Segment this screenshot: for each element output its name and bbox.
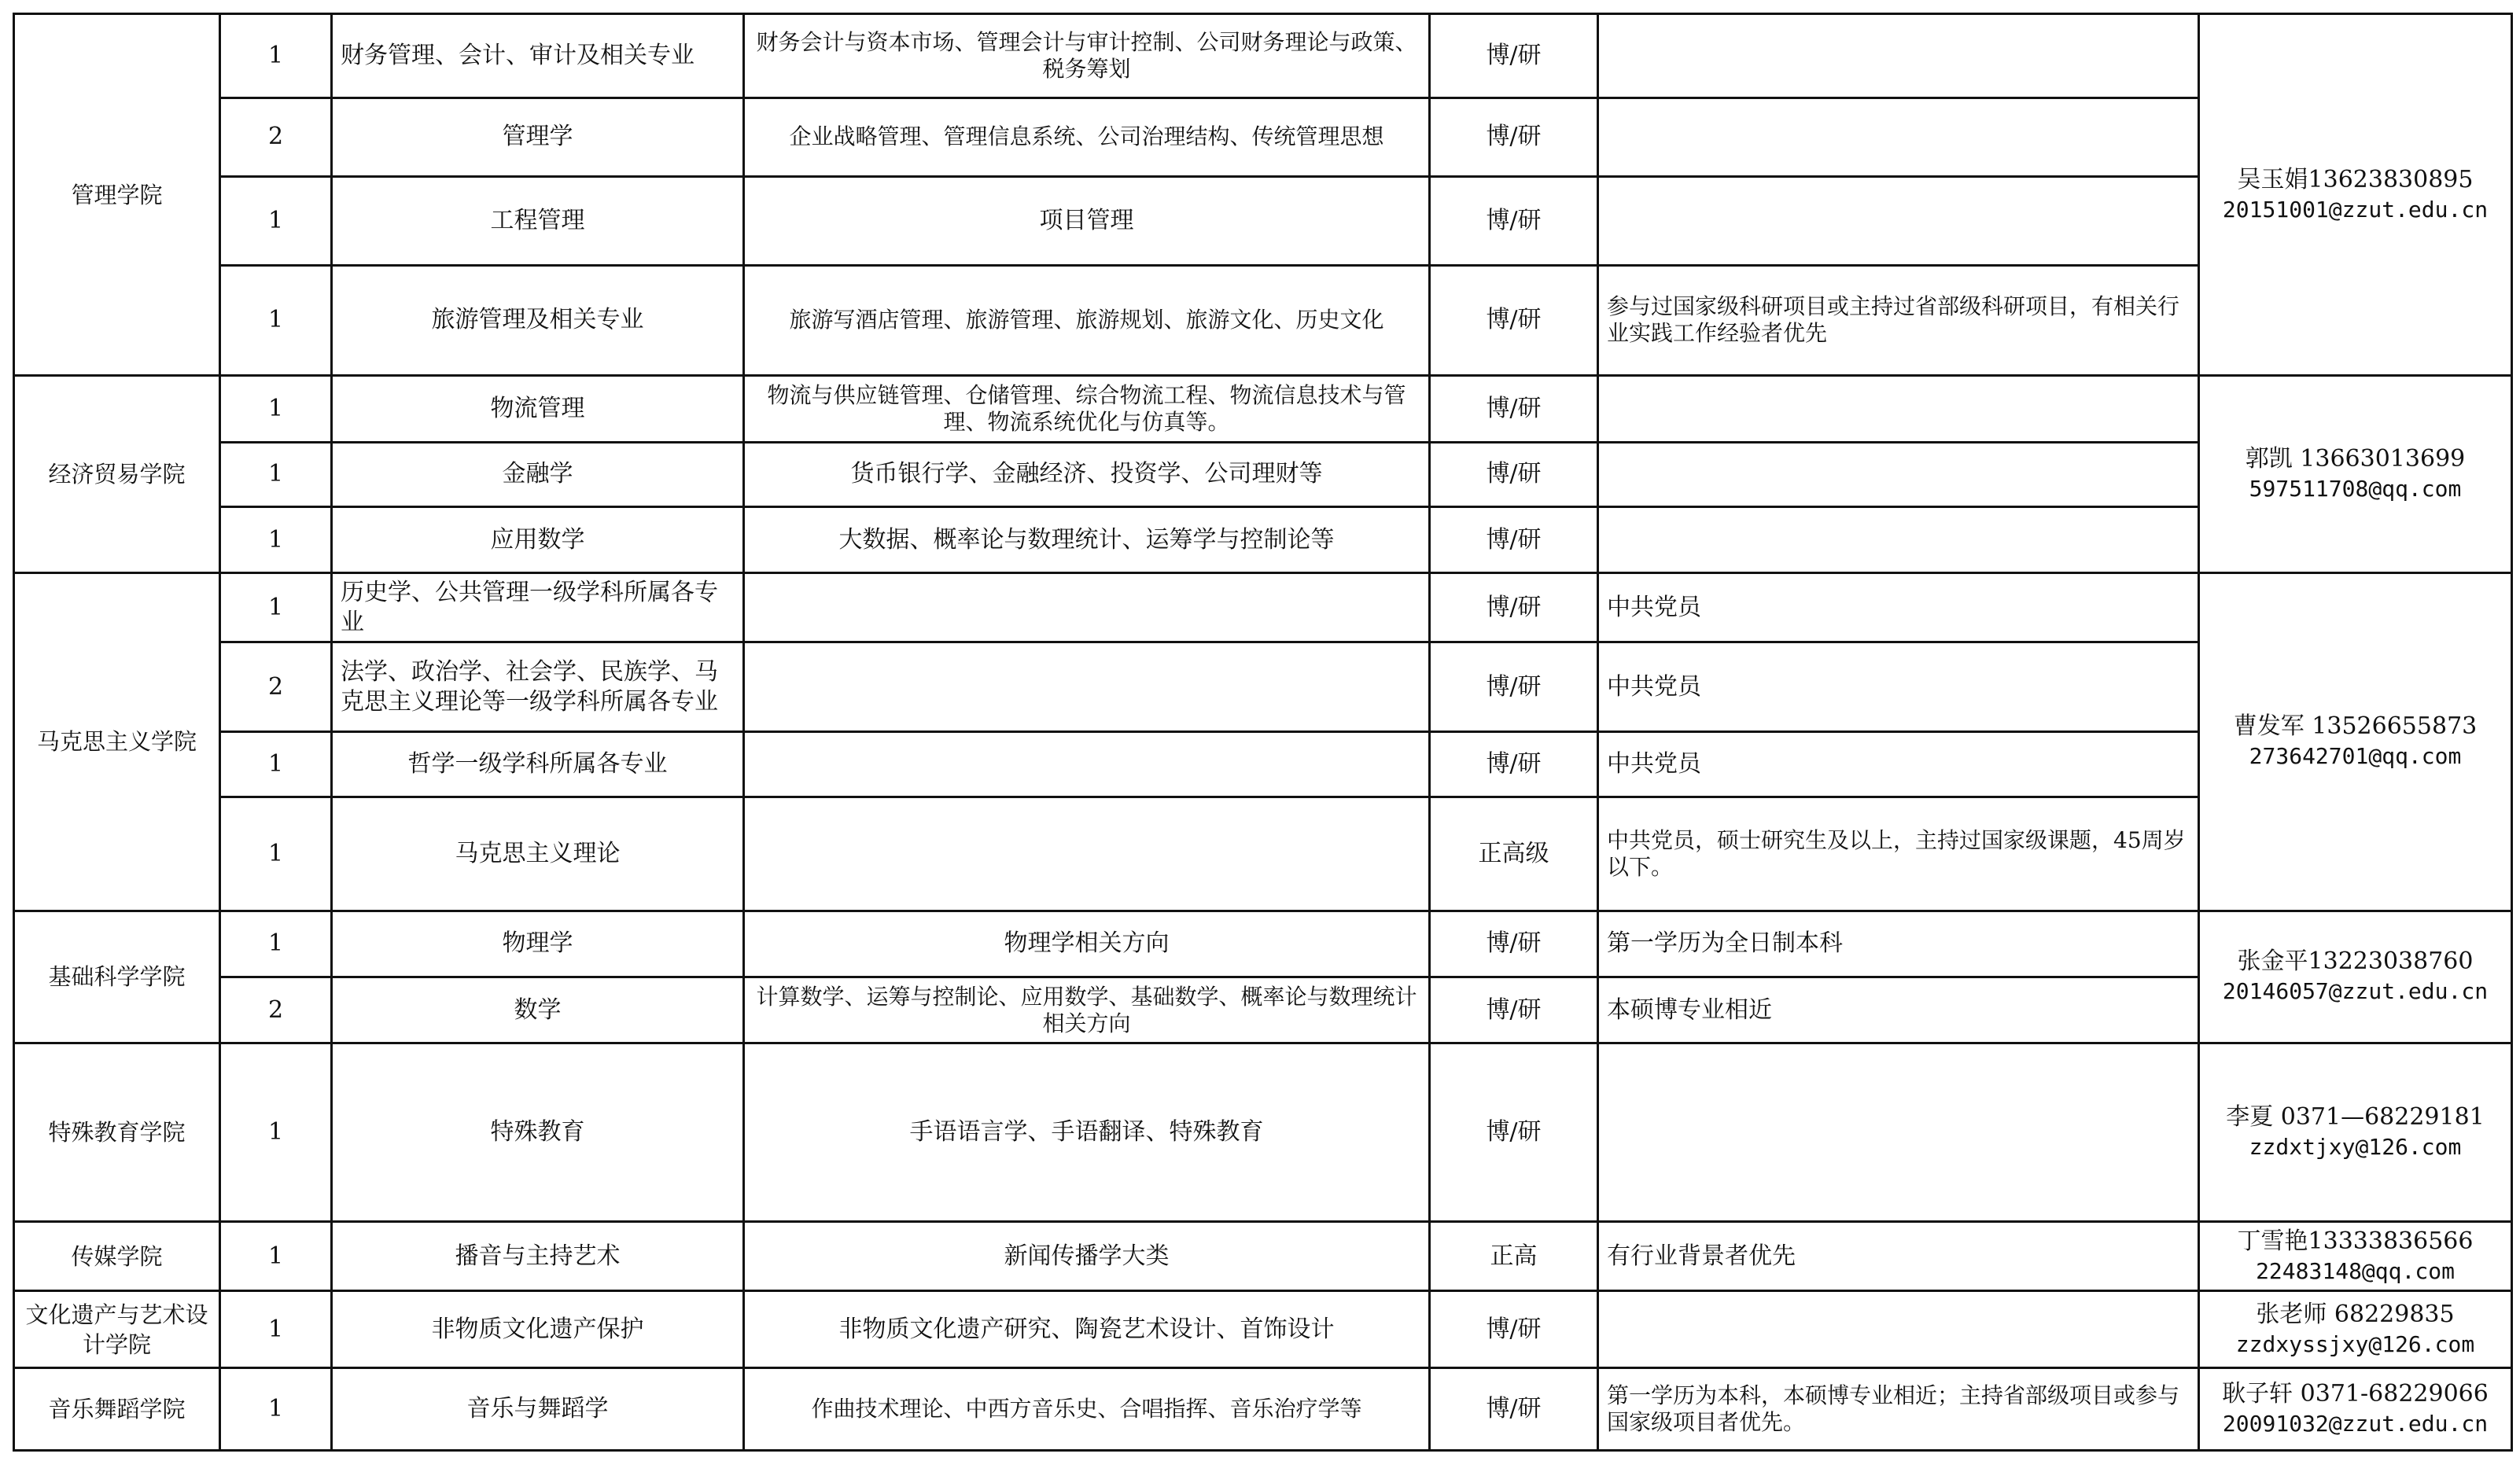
major-cell: 工程管理 (332, 177, 744, 266)
contact-email: zzdxyssjxy@126.com (2235, 1330, 2475, 1357)
major-cell: 管理学 (332, 98, 744, 176)
major-cell: 马克思主义理论 (332, 797, 744, 911)
contact-name: 吴玉娟13623830895 (2237, 165, 2474, 193)
count-cell: 1 (220, 1368, 332, 1451)
contact-cell (2199, 1290, 2512, 1367)
table-row (14, 1222, 2512, 1290)
table-row (14, 797, 2512, 911)
direction-cell: 非物质文化遗产研究、陶瓷艺术设计、首饰设计 (744, 1290, 1430, 1367)
contact-name: 李夏 0371—68229181 (2226, 1103, 2485, 1132)
recruitment-table (13, 13, 2513, 1452)
count-cell: 1 (220, 376, 332, 442)
major-cell: 特殊教育 (332, 1043, 744, 1222)
contact-email: 20151001@zzut.edu.cn (2222, 196, 2489, 223)
college-cell: 文化遗产与艺术设计学院 (14, 1290, 220, 1367)
degree-cell: 博/研 (1430, 14, 1598, 98)
degree-cell: 博/研 (1430, 376, 1598, 442)
table-row (14, 14, 2512, 98)
contact-cell (2199, 573, 2512, 911)
notes-cell (1598, 1043, 2199, 1222)
contact-cell (2199, 1222, 2512, 1290)
major-cell: 数学 (332, 977, 744, 1043)
degree-cell: 博/研 (1430, 1043, 1598, 1222)
direction-cell: 物流与供应链管理、仓储管理、综合物流工程、物流信息技术与管理、物流系统优化与仿真等。 (744, 376, 1430, 442)
degree-cell: 博/研 (1430, 98, 1598, 176)
count-cell: 1 (220, 507, 332, 573)
college-cell: 经济贸易学院 (14, 376, 220, 573)
contact-email: 273642701@qq.com (2249, 743, 2462, 770)
direction-cell: 财务会计与资本市场、管理会计与审计控制、公司财务理论与政策、税务筹划 (744, 14, 1430, 98)
direction-cell: 企业战略管理、管理信息系统、公司治理结构、传统管理思想 (744, 98, 1430, 176)
major-cell: 法学、政治学、社会学、民族学、马克思主义理论等一级学科所属各专业 (332, 642, 744, 732)
direction-cell: 物理学相关方向 (744, 911, 1430, 977)
count-cell: 1 (220, 177, 332, 266)
direction-cell: 新闻传播学大类 (744, 1222, 1430, 1290)
notes-cell: 中共党员 (1598, 573, 2199, 642)
count-cell: 1 (220, 911, 332, 977)
contact-email: 22483148@qq.com (2256, 1257, 2455, 1284)
table-row (14, 507, 2512, 573)
contact-cell (2199, 376, 2512, 573)
contact-email: 20091032@zzut.edu.cn (2222, 1411, 2489, 1437)
direction-cell: 手语语言学、手语翻译、特殊教育 (744, 1043, 1430, 1222)
count-cell: 1 (220, 265, 332, 376)
table-row (14, 1043, 2512, 1222)
degree-cell: 博/研 (1430, 442, 1598, 506)
notes-cell (1598, 1290, 2199, 1367)
table-row (14, 573, 2512, 642)
degree-cell: 博/研 (1430, 977, 1598, 1043)
direction-cell: 货币银行学、金融经济、投资学、公司理财等 (744, 442, 1430, 506)
notes-cell: 参与过国家级科研项目或主持过省部级科研项目，有相关行业实践工作经验者优先 (1598, 265, 2199, 376)
degree-cell: 博/研 (1430, 911, 1598, 977)
direction-cell (744, 573, 1430, 642)
major-cell: 应用数学 (332, 507, 744, 573)
degree-cell: 博/研 (1430, 642, 1598, 732)
direction-cell: 作曲技术理论、中西方音乐史、合唱指挥、音乐治疗学等 (744, 1368, 1430, 1451)
contact-name: 张老师 68229835 (2256, 1300, 2455, 1328)
direction-cell (744, 797, 1430, 911)
count-cell: 1 (220, 1043, 332, 1222)
contact-cell (2199, 911, 2512, 1043)
major-cell: 物流管理 (332, 376, 744, 442)
major-cell: 音乐与舞蹈学 (332, 1368, 744, 1451)
table-row (14, 442, 2512, 506)
contact-email: 597511708@qq.com (2249, 476, 2462, 502)
college-cell: 音乐舞蹈学院 (14, 1368, 220, 1451)
notes-cell (1598, 507, 2199, 573)
direction-cell: 计算数学、运筹与控制论、应用数学、基础数学、概率论与数理统计相关方向 (744, 977, 1430, 1043)
college-cell: 基础科学学院 (14, 911, 220, 1043)
degree-cell: 博/研 (1430, 507, 1598, 573)
notes-cell (1598, 177, 2199, 266)
degree-cell: 博/研 (1430, 732, 1598, 797)
contact-cell (2199, 1368, 2512, 1451)
count-cell: 1 (220, 732, 332, 797)
table-row (14, 98, 2512, 176)
degree-cell: 博/研 (1430, 265, 1598, 376)
notes-cell: 中共党员 (1598, 732, 2199, 797)
contact-name: 丁雪艳13333836566 (2237, 1227, 2474, 1255)
contact-cell (2199, 14, 2512, 376)
degree-cell: 博/研 (1430, 177, 1598, 266)
notes-cell: 本硕博专业相近 (1598, 977, 2199, 1043)
count-cell: 1 (220, 573, 332, 642)
major-cell: 播音与主持艺术 (332, 1222, 744, 1290)
count-cell: 1 (220, 797, 332, 911)
table-row (14, 1290, 2512, 1367)
notes-cell: 第一学历为全日制本科 (1598, 911, 2199, 977)
table-row (14, 642, 2512, 732)
notes-cell: 中共党员 (1598, 642, 2199, 732)
notes-cell (1598, 14, 2199, 98)
direction-cell: 项目管理 (744, 177, 1430, 266)
table-row (14, 265, 2512, 376)
notes-cell (1598, 442, 2199, 506)
contact-cell (2199, 1043, 2512, 1222)
college-cell: 马克思主义学院 (14, 573, 220, 911)
major-cell: 历史学、公共管理一级学科所属各专业 (332, 573, 744, 642)
count-cell: 2 (220, 977, 332, 1043)
count-cell: 2 (220, 98, 332, 176)
contact-email: zzdxtjxy@126.com (2249, 1134, 2462, 1161)
table-row (14, 732, 2512, 797)
table-row (14, 977, 2512, 1043)
contact-name: 郭凯 13663013699 (2245, 445, 2466, 473)
major-cell: 旅游管理及相关专业 (332, 265, 744, 376)
contact-name: 张金平13223038760 (2237, 948, 2474, 976)
direction-cell: 旅游写酒店管理、旅游管理、旅游规划、旅游文化、历史文化 (744, 265, 1430, 376)
count-cell: 2 (220, 642, 332, 732)
table-row (14, 177, 2512, 266)
count-cell: 1 (220, 1290, 332, 1367)
contact-email: 20146057@zzut.edu.cn (2222, 978, 2489, 1005)
degree-cell: 正高级 (1430, 797, 1598, 911)
college-cell: 特殊教育学院 (14, 1043, 220, 1222)
college-cell: 传媒学院 (14, 1222, 220, 1290)
notes-cell: 中共党员，硕士研究生及以上，主持过国家级课题，45周岁以下。 (1598, 797, 2199, 911)
major-cell: 哲学一级学科所属各专业 (332, 732, 744, 797)
notes-cell: 有行业背景者优先 (1598, 1222, 2199, 1290)
notes-cell (1598, 98, 2199, 176)
contact-name: 耿子轩 0371-68229066 (2222, 1380, 2489, 1408)
degree-cell: 博/研 (1430, 1368, 1598, 1451)
direction-cell: 大数据、概率论与数理统计、运筹学与控制论等 (744, 507, 1430, 573)
table-row (14, 911, 2512, 977)
degree-cell: 博/研 (1430, 1290, 1598, 1367)
notes-cell (1598, 376, 2199, 442)
direction-cell (744, 642, 1430, 732)
major-cell: 非物质文化遗产保护 (332, 1290, 744, 1367)
count-cell: 1 (220, 442, 332, 506)
college-cell: 管理学院 (14, 14, 220, 376)
major-cell: 财务管理、会计、审计及相关专业 (332, 14, 744, 98)
major-cell: 金融学 (332, 442, 744, 506)
degree-cell: 正高 (1430, 1222, 1598, 1290)
degree-cell: 博/研 (1430, 573, 1598, 642)
contact-name: 曹发军 13526655873 (2233, 712, 2478, 741)
count-cell: 1 (220, 1222, 332, 1290)
table-row (14, 376, 2512, 442)
direction-cell (744, 732, 1430, 797)
table-row (14, 1368, 2512, 1451)
major-cell: 物理学 (332, 911, 744, 977)
count-cell: 1 (220, 14, 332, 98)
notes-cell: 第一学历为本科，本硕博专业相近；主持省部级项目或参与国家级项目者优先。 (1598, 1368, 2199, 1451)
